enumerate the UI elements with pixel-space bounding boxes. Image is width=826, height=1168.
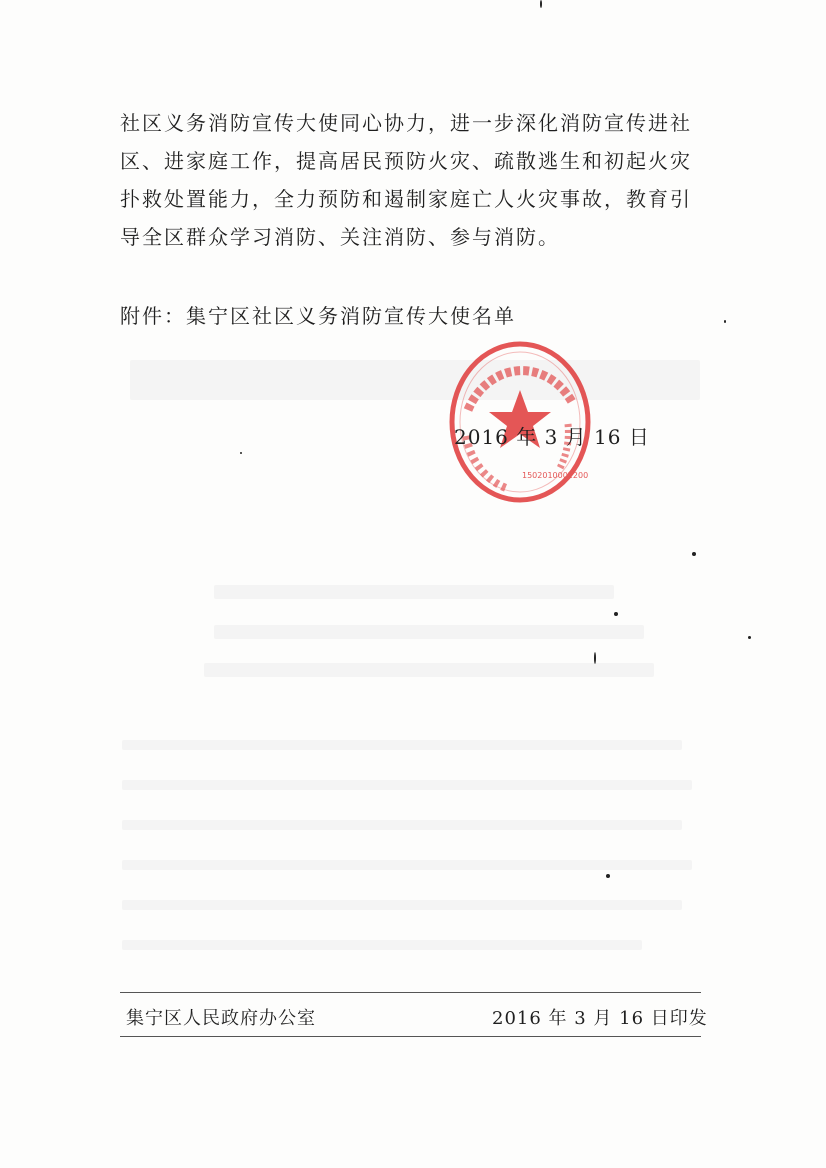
scan-speck: [614, 612, 618, 616]
bleed-through-mark: [122, 820, 682, 830]
bleed-through-mark: [122, 860, 692, 870]
bleed-through-mark: [122, 940, 642, 950]
body-line: 区、进家庭工作，提高居民预防火灾、疏散逃生和初起火灾: [120, 149, 692, 173]
scan-speck: [594, 652, 596, 664]
bleed-through-mark: [214, 585, 614, 599]
bleed-through-mark: [122, 780, 692, 790]
scan-speck: [240, 452, 242, 454]
issuing-office: 集宁区人民政府办公室: [126, 1008, 316, 1029]
bleed-through-mark: [122, 740, 682, 750]
attachment-line: 附件：集宁区社区义务消防宣传大使名单: [120, 304, 516, 328]
signing-date: 2016 年 3 月 16 日: [454, 425, 650, 449]
footer-bottom-rule: [120, 1036, 701, 1037]
body-line: 扑救处置能力，全力预防和遏制家庭亡人火灾事故，教育引: [120, 187, 692, 211]
scan-speck: [540, 0, 542, 8]
scan-speck: [724, 320, 726, 323]
footer-top-rule: [120, 992, 701, 993]
scan-speck: [692, 552, 696, 556]
seal-code: 1502010002200: [522, 471, 589, 480]
scan-speck: [606, 874, 610, 878]
bleed-through-mark: [204, 663, 654, 677]
body-line: 导全区群众学习消防、关注消防、参与消防。: [120, 225, 560, 249]
bleed-through-mark: [214, 625, 644, 639]
scan-speck: [748, 636, 751, 639]
body-paragraph: [120, 104, 712, 256]
issue-date: 2016 年 3 月 16 日印发: [492, 1008, 708, 1029]
body-line: 社区义务消防宣传大使同心协力，进一步深化消防宣传进社: [120, 111, 692, 135]
bleed-through-mark: [130, 360, 700, 400]
bleed-through-mark: [122, 900, 682, 910]
